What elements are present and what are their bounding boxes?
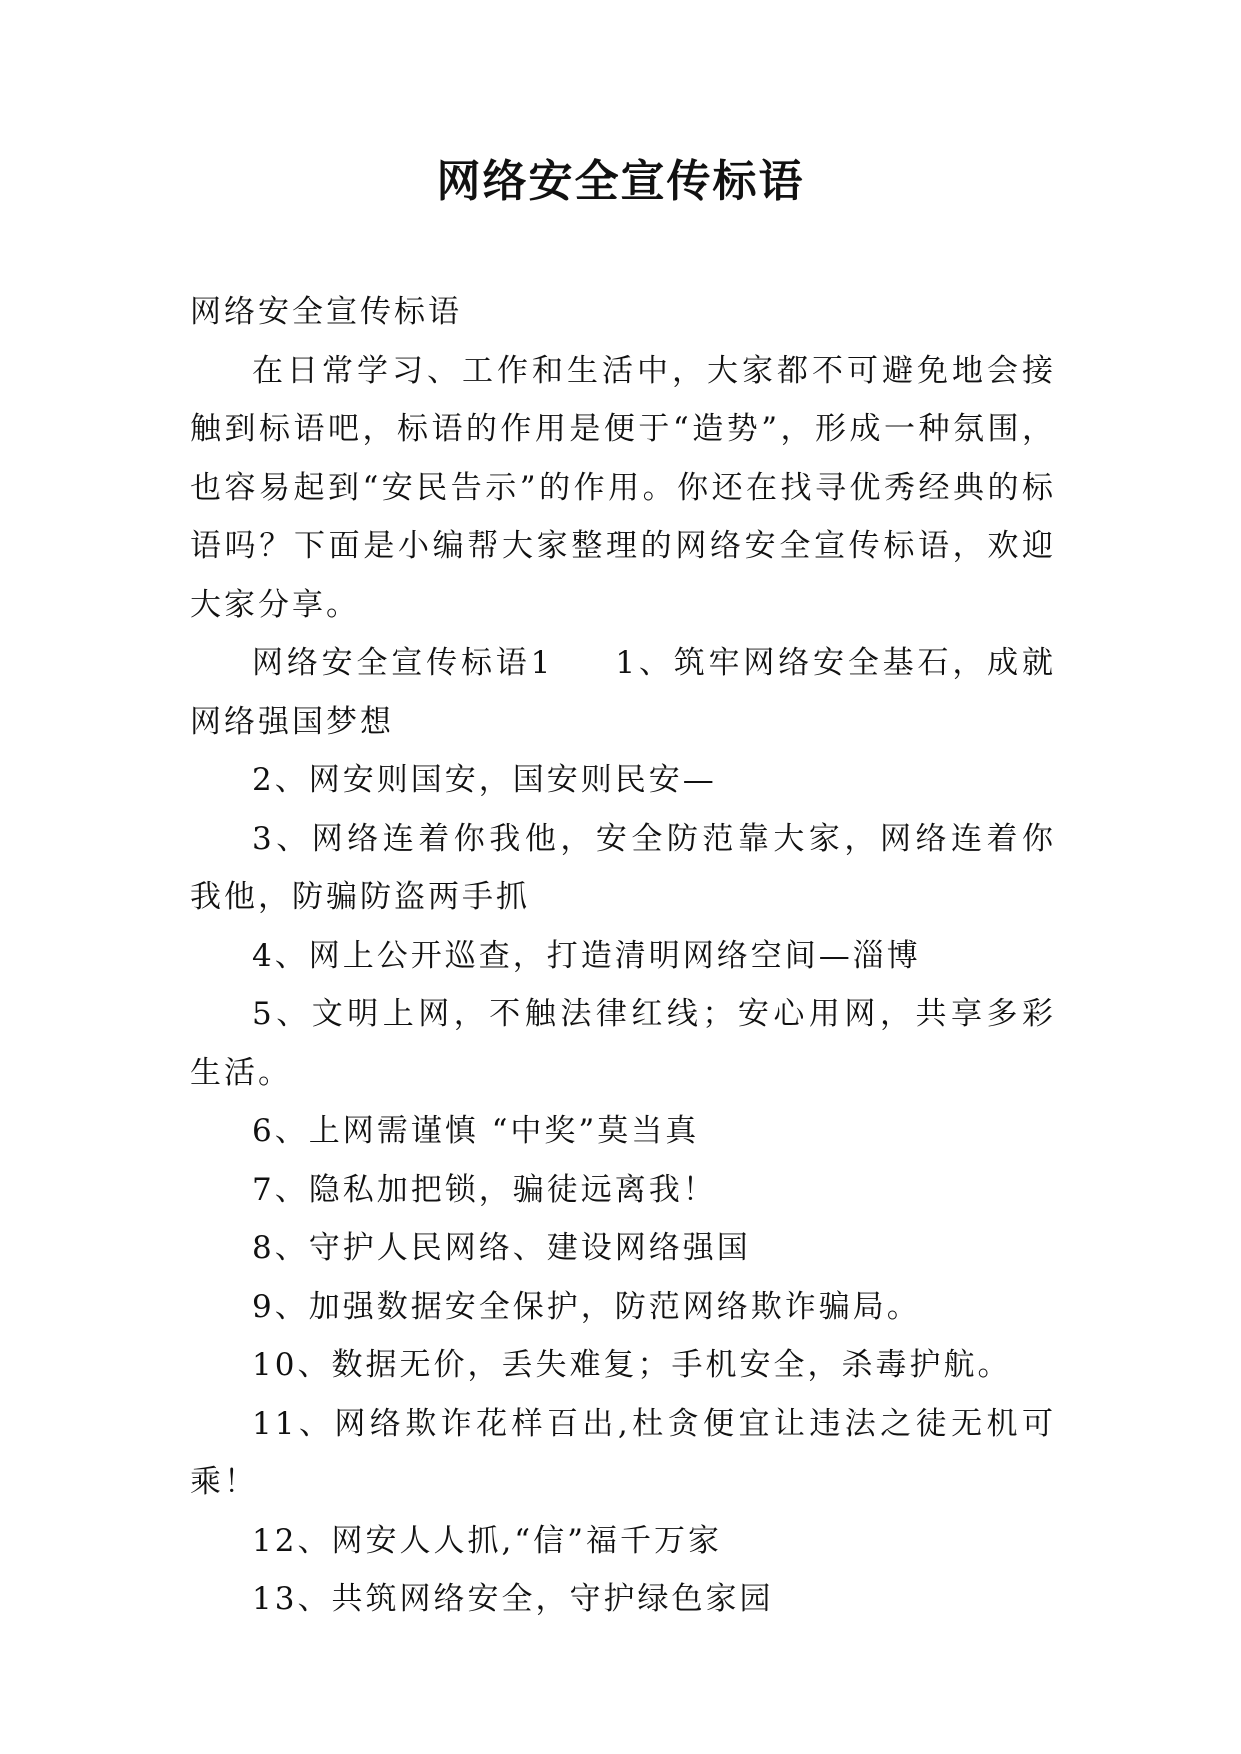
slogan-item-8: 8、守护人民网络、建设网络强国: [252, 1230, 751, 1266]
slogan-item-13: 13、共筑网络安全，守护绿色家园: [252, 1581, 774, 1617]
slogan-item-10: 10、数据无价，丢失难复；手机安全，杀毒护航。: [252, 1347, 1012, 1383]
slogan-item-4: 4、网上公开巡查，打造清明网络空间—淄博: [252, 937, 921, 974]
slogan-item-3: 3、网络连着你我他，安全防范靠大家，网络连着你我他，防骗防盗两手抓: [190, 820, 1056, 915]
slogan-item-12: 12、网安人人抓,“信”福千万家: [252, 1522, 722, 1559]
slogan-item-7: 7、隐私加把锁，骗徒远离我！: [252, 1171, 717, 1208]
document-body: [190, 283, 1056, 1629]
slogan-item-2: 2、网安则国安，国安则民安—: [252, 762, 717, 798]
slogan-item-9: 9、加强数据安全保护，防范网络欺诈骗局。: [252, 1288, 921, 1325]
slogan-item-6: 6、上网需谨慎 “中奖”莫当真: [252, 1113, 700, 1149]
section-label: 网络安全宣传标语1: [252, 645, 554, 681]
slogan-item-1: 1、筑牢网络安全基石，成就网络强国梦想: [190, 645, 1056, 740]
document-title: 网络安全宣传标语: [436, 156, 805, 207]
intro-paragraph: 在日常学习、工作和生活中，大家都不可避免地会接触到标语吧，标语的作用是便于“造势”，形成一种氛围，也容易起到“安民告示”的作用。你还在找寻优秀经典的标语吗？下面是小编帮大家整理的网络安全宣传标语，欢迎大家分享。: [190, 352, 1056, 623]
slogan-item-11: 11、网络欺诈花样百出,杜贪便宜让违法之徒无机可乘！: [190, 1405, 1056, 1500]
slogan-item-5: 5、文明上网，不触法律红线；安心用网，共享多彩生活。: [190, 996, 1056, 1091]
heading-line: 网络安全宣传标语: [190, 294, 462, 330]
section-paragraph: [190, 634, 1056, 751]
